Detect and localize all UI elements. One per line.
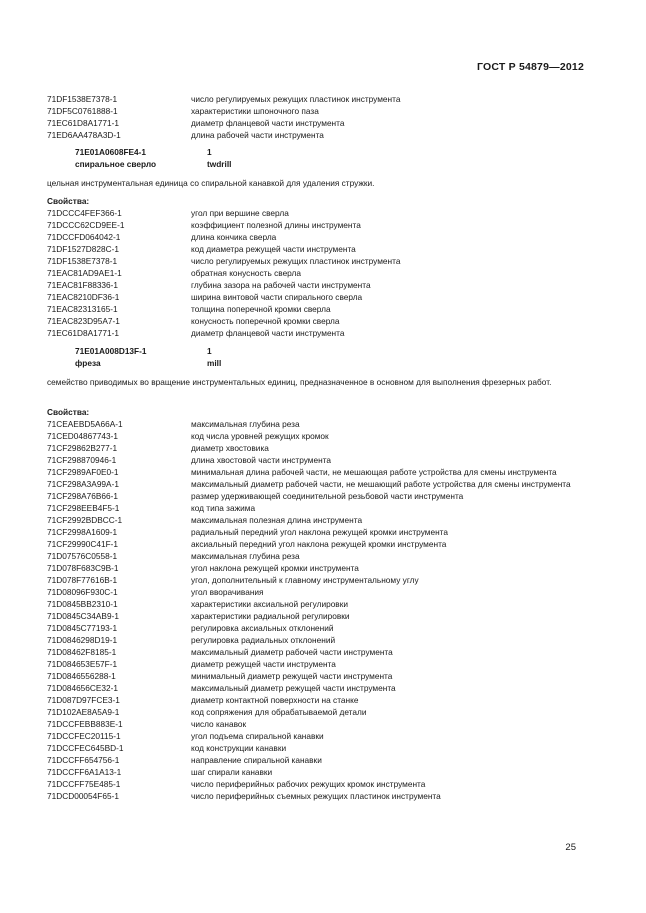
entity-name-ru: спиральное сверло (75, 159, 157, 169)
property-description: угол, дополнительный к главному инструментальному углу (191, 575, 419, 585)
property-row (47, 634, 581, 646)
property-description: глубина зазора на рабочей части инструмента (191, 280, 371, 290)
entity-mill (47, 345, 581, 369)
property-description: число регулируемых режущих пластинок инструмента (191, 256, 401, 266)
property-code: 71CEAEBD5A66A-1 (47, 419, 123, 429)
property-code: 71DF1538E7378-1 (47, 94, 118, 104)
property-description: код числа уровней режущих кромок (191, 431, 329, 441)
property-code: 71DCCFEC20115-1 (47, 731, 121, 741)
property-code: 71DCD00054F65-1 (47, 791, 119, 801)
property-description: направление спиральной канавки (191, 755, 322, 765)
property-description: минимальная длина рабочей части, не мешающая работе устройства для смены инструмента (191, 467, 557, 477)
property-row (47, 586, 581, 598)
property-code: 71DCCFD064042-1 (47, 232, 121, 242)
entity-version: 1 (207, 147, 212, 157)
property-code: 71EAC81F88336-1 (47, 280, 119, 290)
property-code: 71EAC82313165-1 (47, 304, 118, 314)
property-row (47, 694, 581, 706)
property-row (47, 315, 581, 327)
property-description: обратная конусность сверла (191, 268, 301, 278)
property-code: 71EAC8210DF36-1 (47, 292, 120, 302)
property-code: 71D084653E57F-1 (47, 659, 118, 669)
property-row (47, 718, 581, 730)
property-row (47, 207, 581, 219)
property-code: 71EC61D8A1771-1 (47, 118, 119, 128)
property-row (47, 454, 581, 466)
property-description: характеристики радиальной регулировки (191, 611, 350, 621)
property-code: 71DCCFF654756-1 (47, 755, 120, 765)
property-description: диаметр хвостовика (191, 443, 269, 453)
property-code: 71ED6AA478A3D-1 (47, 130, 121, 140)
property-description: толщина поперечной кромки сверла (191, 304, 331, 314)
property-row (47, 526, 581, 538)
property-code: 71EC61D8A1771-1 (47, 328, 119, 338)
property-row (47, 105, 581, 117)
property-row (47, 622, 581, 634)
top-property-list (47, 93, 581, 141)
property-description: максимальный диаметр режущей части инструмента (191, 683, 396, 693)
property-description: радиальный передний угол наклона режущей кромки инструмента (191, 527, 448, 537)
property-code: 71DCCFF6A1A13-1 (47, 767, 122, 777)
property-description: угол вворачивания (191, 587, 264, 597)
property-code: 71D078F77616B-1 (47, 575, 118, 585)
entity-name-en: mill (207, 358, 222, 368)
entity-header (75, 146, 581, 170)
property-description: число регулируемых режущих пластинок инструмента (191, 94, 401, 104)
property-description: число периферийных съемных режущих пластинок инструмента (191, 791, 441, 801)
property-row (47, 129, 581, 141)
property-row (47, 754, 581, 766)
entity-definition: цельная инструментальная единица со спиральной канавкой для удаления стружки. (47, 178, 375, 188)
property-code: 71DCCFF75E485-1 (47, 779, 121, 789)
property-row (47, 279, 581, 291)
property-description: максимальный диаметр рабочей части, не мешающий работе устройства для смены инструмента (191, 479, 571, 489)
property-code: 71DCCFEBB883E-1 (47, 719, 123, 729)
property-description: код типа зажима (191, 503, 256, 513)
property-code: 71CF2992BDBCC-1 (47, 515, 123, 525)
page-number: 25 (565, 842, 576, 853)
property-code: 71EAC823D95A7-1 (47, 316, 120, 326)
property-description: диаметр фланцевой части инструмента (191, 328, 345, 338)
property-code: 71CF298870946-1 (47, 455, 117, 465)
property-row (47, 574, 581, 586)
entity-id: 71E01A008D13F-1 (75, 346, 147, 356)
property-row (47, 742, 581, 754)
property-description: угол наклона режущей кромки инструмента (191, 563, 359, 573)
property-code: 71EAC81AD9AE1-1 (47, 268, 122, 278)
property-row (47, 766, 581, 778)
property-code: 71DF5C0761888-1 (47, 106, 118, 116)
property-row (47, 658, 581, 670)
property-code: 71D0845C77193-1 (47, 623, 118, 633)
property-row (47, 93, 581, 105)
property-description: характеристики шпоночного паза (191, 106, 319, 116)
property-description: максимальная глубина реза (191, 551, 300, 561)
property-row (47, 327, 581, 339)
properties-label: Свойства: (47, 407, 90, 417)
property-row (47, 478, 581, 490)
property-code: 71D078F683C9B-1 (47, 563, 119, 573)
property-row (47, 670, 581, 682)
property-code: 71CF298EEB4F5-1 (47, 503, 120, 513)
property-code: 71D0845BB2310-1 (47, 599, 118, 609)
property-description: диаметр фланцевой части инструмента (191, 118, 345, 128)
entity-version: 1 (207, 346, 212, 356)
property-description: размер удерживающей соединительной резьбовой части инструмента (191, 491, 464, 501)
property-row (47, 538, 581, 550)
property-description: диаметр режущей части инструмента (191, 659, 336, 669)
property-description: конусность поперечной кромки сверла (191, 316, 340, 326)
entity-twdrill (47, 146, 581, 170)
entity-definition: семейство приводимых во вращение инструментальных единиц, предназначенное в основном для выполнения фрезерных работ. (47, 377, 552, 387)
property-code: 71DCCC62CD9EE-1 (47, 220, 125, 230)
property-code: 71CF2998A1609-1 (47, 527, 118, 537)
property-description: код конструкции канавки (191, 743, 287, 753)
property-row (47, 562, 581, 574)
property-row (47, 730, 581, 742)
property-description: коэффициент полезной длины инструмента (191, 220, 361, 230)
property-row (47, 646, 581, 658)
property-row (47, 243, 581, 255)
property-description: характеристики аксиальной регулировки (191, 599, 348, 609)
property-row (47, 682, 581, 694)
standard-header: ГОСТ Р 54879—2012 (476, 61, 584, 73)
property-description: длина хвостовой части инструмента (191, 455, 332, 465)
property-row (47, 231, 581, 243)
property-code: 71D084656CE32-1 (47, 683, 119, 693)
property-description: максимальный диаметр рабочей части инструмента (191, 647, 393, 657)
property-row (47, 490, 581, 502)
property-code: 71D08462F8185-1 (47, 647, 117, 657)
property-description: код сопряжения для обрабатываемой детали (191, 707, 367, 717)
entity-name-ru: фреза (75, 358, 101, 368)
property-description: число периферийных рабочих режущих кромок инструмента (191, 779, 426, 789)
property-row (47, 790, 581, 802)
property-code: 71CF2989AF0E0-1 (47, 467, 119, 477)
property-row (47, 418, 581, 430)
property-code: 71D07576C0558-1 (47, 551, 118, 561)
property-code: 71D0846298D19-1 (47, 635, 118, 645)
property-code: 71CF29990C41F-1 (47, 539, 119, 549)
property-row (47, 291, 581, 303)
entity-header (75, 345, 581, 369)
property-description: диаметр контактной поверхности на станке (191, 695, 359, 705)
property-row (47, 550, 581, 562)
property-description: угол подъема спиральной канавки (191, 731, 324, 741)
property-row (47, 430, 581, 442)
property-description: длина кончика сверла (191, 232, 277, 242)
entity-property-list (47, 207, 581, 339)
property-row (47, 778, 581, 790)
property-description: угол при вершине сверла (191, 208, 289, 218)
property-code: 71CED04867743-1 (47, 431, 119, 441)
property-description: регулировка аксиальных отклонений (191, 623, 334, 633)
property-description: ширина винтовой части спирального сверла (191, 292, 363, 302)
property-code: 71D0846556288-1 (47, 671, 116, 681)
property-row (47, 502, 581, 514)
entity-id: 71E01A0608FE4-1 (75, 147, 147, 157)
property-row (47, 598, 581, 610)
property-code: 71CF29862B277-1 (47, 443, 118, 453)
property-row (47, 267, 581, 279)
property-code: 71DF1527D828C-1 (47, 244, 119, 254)
property-description: аксиальный передний угол наклона режущей кромки инструмента (191, 539, 447, 549)
property-description: код диаметра режущей части инструмента (191, 244, 356, 254)
property-code: 71D08096F930C-1 (47, 587, 118, 597)
property-description: максимальная полезная длина инструмента (191, 515, 363, 525)
property-description: минимальный диаметр режущей части инструмента (191, 671, 393, 681)
entity-property-list (47, 418, 581, 802)
property-description: число канавок (191, 719, 247, 729)
property-row (47, 303, 581, 315)
property-code: 71DCCFEC645BD-1 (47, 743, 124, 753)
property-description: шаг спирали канавки (191, 767, 273, 777)
property-description: регулировка радиальных отклонений (191, 635, 336, 645)
property-row (47, 442, 581, 454)
property-row (47, 610, 581, 622)
property-code: 71D0845C34AB9-1 (47, 611, 119, 621)
property-row (47, 117, 581, 129)
property-description: длина рабочей части инструмента (191, 130, 324, 140)
property-code: 71DCCC4FEF366-1 (47, 208, 122, 218)
property-row (47, 219, 581, 231)
properties-label: Свойства: (47, 196, 90, 206)
property-code: 71DF1538E7378-1 (47, 256, 118, 266)
property-row (47, 255, 581, 267)
property-description: максимальная глубина реза (191, 419, 300, 429)
property-row (47, 514, 581, 526)
property-row (47, 706, 581, 718)
property-code: 71D102AE8A5A9-1 (47, 707, 120, 717)
entity-name-en: twdrill (207, 159, 232, 169)
property-code: 71CF298A76B66-1 (47, 491, 119, 501)
property-row (47, 466, 581, 478)
property-code: 71CF298A3A99A-1 (47, 479, 119, 489)
property-code: 71D087D97FCE3-1 (47, 695, 120, 705)
